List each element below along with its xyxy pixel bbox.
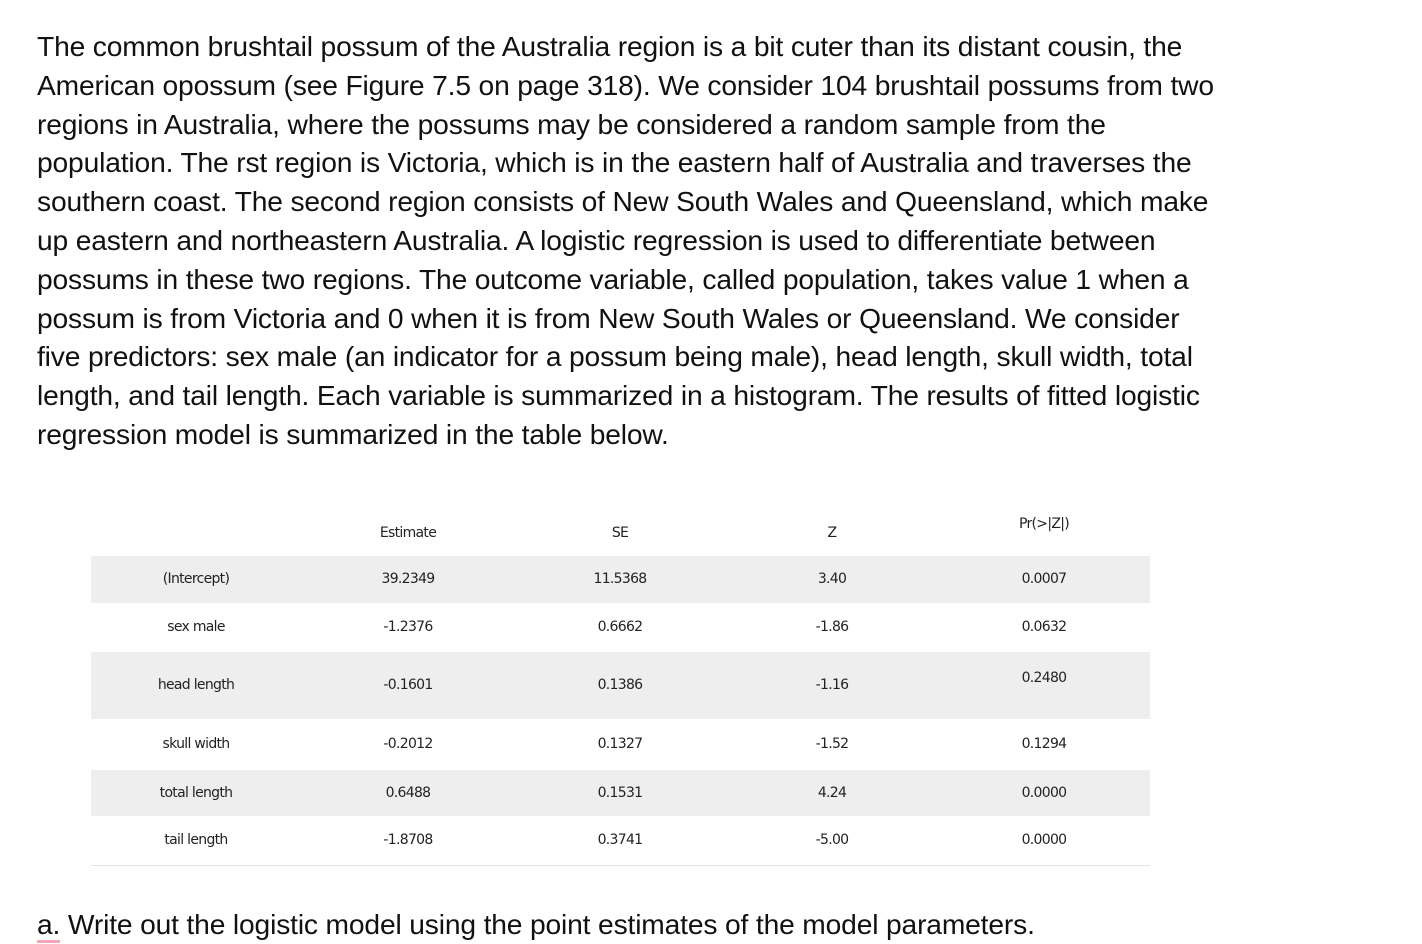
se-cell: 11.5368 xyxy=(593,571,647,587)
header-se: SE xyxy=(611,525,629,541)
estimate-cell: 39.2349 xyxy=(381,571,435,587)
statement-line: five predictors: sex male (an indicator for a possum being male), head length, skull width, total xyxy=(37,340,1193,373)
statement-line: up eastern and northeastern Australia. A logistic regression is used to differentiate between xyxy=(37,223,1156,256)
estimate-cell: -0.2012 xyxy=(383,736,433,752)
question-marker: a. xyxy=(37,908,61,940)
estimate-cell: -1.2376 xyxy=(383,619,433,635)
term-cell: head length xyxy=(157,677,235,693)
p-value-cell: 0.0000 xyxy=(1021,785,1067,801)
z-cell: 3.40 xyxy=(817,571,847,587)
z-cell: -1.16 xyxy=(815,677,849,693)
statement-line: The common brushtail possum of the Australia region is a bit cuter than its distant cousin, the xyxy=(37,30,1183,62)
regression-results-table xyxy=(91,508,1150,866)
question-text: Write out the logistic model using the point estimates of the model parameters. xyxy=(60,908,1035,940)
p-value-cell: 0.1294 xyxy=(1021,736,1067,752)
statement-line: possum is from Victoria and 0 when it is from New South Wales or Queensland. We consider xyxy=(37,301,1180,334)
table-header-row xyxy=(91,508,1150,556)
se-cell: 0.1327 xyxy=(597,736,643,752)
statement-line: southern coast. The second region consists of New South Wales and Queensland, which make xyxy=(37,185,1209,218)
table-row xyxy=(91,720,1150,770)
term-cell: (Intercept) xyxy=(162,571,230,587)
statement-line: regression model is summarized in the table below. xyxy=(37,417,669,450)
p-value-cell: 0.0000 xyxy=(1021,832,1067,848)
table-row xyxy=(91,556,1150,604)
p-value-cell: 0.0007 xyxy=(1021,571,1067,587)
p-value-cell: 0.2480 xyxy=(1021,670,1067,686)
statement-line: population. The rst region is Victoria, which is in the eastern half of Australia and traverses the xyxy=(37,146,1192,179)
statement-line: American opossum (see Figure 7.5 on page 318). We consider 104 brushtail possums from two xyxy=(37,68,1214,101)
header-estimate: Estimate xyxy=(379,525,437,541)
table-row xyxy=(91,770,1150,817)
se-cell: 0.6662 xyxy=(597,619,643,635)
se-cell: 0.1386 xyxy=(597,677,643,693)
term-cell: tail length xyxy=(164,832,228,848)
header-p-value: Pr(>|Z|) xyxy=(1018,516,1070,532)
term-cell: sex male xyxy=(167,619,225,635)
term-cell: skull width xyxy=(162,736,230,752)
statement-line: possums in these two regions. The outcome variable, called population, takes value 1 when a xyxy=(37,262,1189,295)
term-cell: total length xyxy=(159,785,233,801)
estimate-cell: -0.1601 xyxy=(383,677,433,693)
z-cell: -1.86 xyxy=(815,619,849,635)
se-cell: 0.3741 xyxy=(597,832,643,848)
p-value-cell: 0.0632 xyxy=(1021,619,1067,635)
table-row xyxy=(91,652,1150,720)
estimate-cell: 0.6488 xyxy=(385,785,431,801)
se-cell: 0.1531 xyxy=(597,785,643,801)
table-row xyxy=(91,604,1150,652)
z-cell: 4.24 xyxy=(817,785,847,801)
z-cell: -1.52 xyxy=(815,736,849,752)
question-a xyxy=(37,905,1035,943)
header-z: Z xyxy=(827,525,837,541)
statement-line: length, and tail length. Each variable is summarized in a histogram. The results of fitted logistic xyxy=(37,379,1200,412)
table-bottom-rule xyxy=(91,865,1150,866)
z-cell: -5.00 xyxy=(815,832,849,848)
problem-statement xyxy=(37,27,1297,454)
estimate-cell: -1.8708 xyxy=(383,832,433,848)
table-row xyxy=(91,817,1150,865)
statement-line: regions in Australia, where the possums may be considered a random sample from the xyxy=(37,107,1106,140)
